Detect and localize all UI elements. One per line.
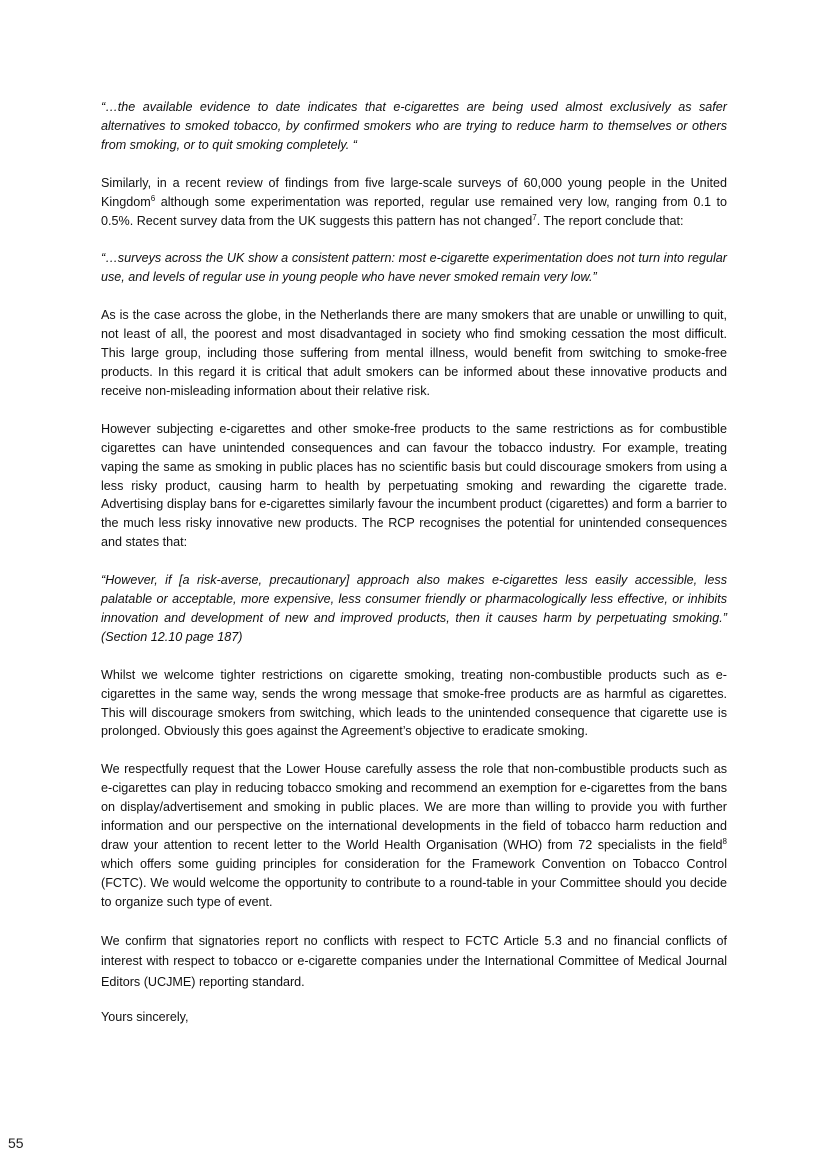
text-run: . The report conclude that:: [536, 213, 684, 228]
page-number: 55: [8, 1135, 24, 1151]
text-run: which offers some guiding principles for consideration for the Framework Convention on Tobacco Control (FCTC). We would welcome the opportunity to contribute to a round-table in your Committee should you decide to organize such type of event.: [101, 856, 727, 909]
footnote-ref-7: 7: [532, 212, 537, 222]
paragraph-similarly: [101, 174, 727, 231]
text-run: Similarly, in a recent review of findings from five large-scale surveys of 60,000 young people in the United Kingdom: [101, 175, 727, 209]
paragraph-however: However subjecting e-cigarettes and other smoke-free products to the same restrictions as for combustible cigarettes can have unintended consequences and can favour the tobacco industry. For example, treating vaping the same as smoking in public places has no scientific basis but could discourage smokers from using a less risky product, causing harm to health by perpetuating smoking and rewarding the cigarette trade. Advertising display bans for e-cigarettes similarly favour the incumbent product (cigarettes) and form a barrier to the much less risky innovative new products. The RCP recognises the potential for unintended consequences and states that:: [101, 421, 727, 550]
paragraph-request: [101, 760, 727, 911]
footnote-ref-6: 6: [150, 193, 156, 203]
paragraph-whilst: Whilst we welcome tighter restrictions on cigarette smoking, treating non-combustible products such as e-cigarettes in the same way, sends the wrong message that smoke-free products are as harmful as cigarettes. This will discourage smokers from switching, which leads to the unintended consequence that cigarette use is prolonged. Obviously this goes against the Agreement’s objective to eradicate smoking.: [101, 667, 727, 739]
text-run: We respectfully request that the Lower House carefully assess the role that non-combustible products such as e-cigarettes can play in reducing tobacco smoking and recommend an exemption for e-cigarettes from the bans on display/advertisement and smoking in public places. We are more than willing to provide you with further information and our perspective on the international developments in the field of tobacco harm reduction and draw your attention to recent letter to the World Health Organisation (WHO) from 72 specialists in the field: [101, 762, 727, 852]
document-body: [101, 98, 727, 1027]
text-run: although some experimentation was reported, regular use remained very low, ranging from 0.1 to 0.5%. Recent survey data from the UK suggests this pattern has not changed: [101, 194, 727, 228]
quote-rcp: “However, if [a risk-averse, precautionary] approach also makes e-cigarettes less easily accessible, less palatable or acceptable, more expensive, less consumer friendly or pharmacologically less effective, or inhibits innovation and development of new and improved products, then it causes harm by perpetuating smoking.” (Section 12.10 page 187): [101, 573, 727, 644]
paragraph-confirm: We confirm that signatories report no conflicts with respect to FCTC Article 5.3 and no financial conflicts of interest with respect to tobacco or e-cigarette companies under the International Committee of Medical Journal Editors (UCJME) reporting standard.: [101, 933, 727, 989]
paragraph-netherlands: As is the case across the globe, in the Netherlands there are many smokers that are unable or unwilling to quit, not least of all, the poorest and most disadvantaged in society who find smoking cessation the most difficult. This large group, including those suffering from mental illness, would benefit from switching to smoke-free products. In this regard it is critical that adult smokers can be informed about these innovative products and receive non-misleading information about their relative risk.: [101, 308, 727, 398]
quote-surveys: “…surveys across the UK show a consistent pattern: most e-cigarette experimentation does not turn into regular use, and levels of regular use in young people who have never smoked remain very low.”: [101, 251, 727, 285]
quote-evidence: “…the available evidence to date indicates that e-cigarettes are being used almost exclusively as safer alternatives to smoked tobacco, by confirmed smokers who are trying to reduce harm to themselves or others from smoking, or to quit smoking completely. “: [101, 100, 727, 152]
footnote-ref-8: 8: [722, 836, 727, 846]
closing-salutation: Yours sincerely,: [101, 1010, 189, 1025]
